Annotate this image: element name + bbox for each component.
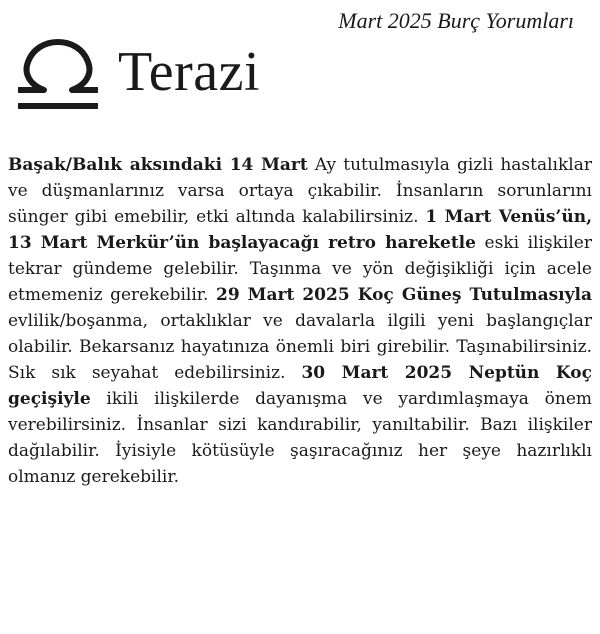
text-1: Ay tutulmasıyla gizli hastalıklar ve düşmanlarınız varsa ortaya çıkabilir. İnsanların sorunlarını sünger gibi emebilir, etki altında kalabilirsiniz. [8,155,592,227]
text-3: evlilik/boşanma, ortaklıklar ve davalarla ilgili yeni başlangıçlar olabilir. Bekarsanız hayatınıza önemli biri girebilir. Taşınabilirsiniz. Sık sık seyahat edebilirsiniz. [8,311,592,383]
horoscope-text [8,152,592,490]
highlight-4: 30 Mart 2025 Neptün Koç geçişiyle [8,363,592,409]
highlight-3: 29 Mart 2025 Koç Güneş Tutulmasıyla [215,285,592,305]
highlight-2: 1 Mart Venüs’ün, 13 Mart Merkür’ün başlayacağı retro hareketle [8,207,592,253]
libra-icon [10,30,106,114]
highlight-1: Başak/Balık aksındaki 14 Mart [8,155,308,175]
title-row [10,30,260,114]
text-4: ikili ilişkilerde dayanışma ve yardımlaşmaya önem verebilirsiniz. İnsanlar sizi kandırabilir, yanıltabilir. Bazı ilişkiler dağılabilir. İyisiyle kötüsüyle şaşıracağınız her şeye hazırlıklı olmanız gerekebilir. [8,389,592,487]
header-note: Mart 2025 Burç Yorumları [338,8,574,33]
text-2: eski ilişkiler tekrar gündeme gelebilir. Taşınma ve yön değişikliği için acele etmemeniz gerekebilir. [8,233,592,305]
sign-title: Terazi [118,41,261,103]
